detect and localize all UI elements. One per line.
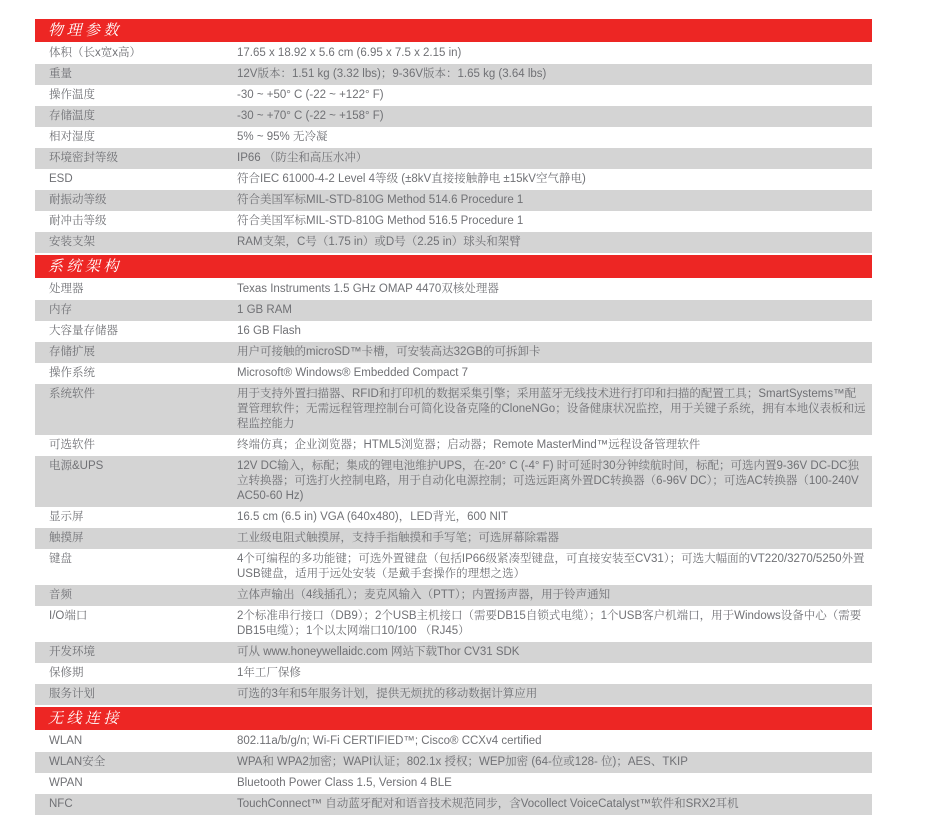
spec-label: NFC — [49, 798, 73, 810]
spec-row — [35, 585, 872, 606]
spec-row — [35, 127, 872, 148]
spec-value: 工业级电阻式触摸屏，支持手指触摸和手写笔；可选屏幕除霜器 — [237, 532, 559, 544]
section-header-system — [35, 255, 872, 278]
section-wireless — [35, 707, 872, 815]
spec-row — [35, 321, 872, 342]
spec-label: 电源&UPS — [49, 460, 104, 472]
spec-label: ESD — [49, 173, 73, 185]
spec-label: 键盘 — [49, 553, 72, 565]
spec-label: 环境密封等级 — [49, 152, 118, 164]
spec-sheet-page — [35, 19, 872, 815]
spec-row — [35, 342, 872, 363]
spec-row — [35, 642, 872, 663]
spec-row — [35, 752, 872, 773]
spec-row — [35, 549, 872, 585]
spec-row — [35, 731, 872, 752]
spec-label: WLAN — [49, 735, 83, 747]
spec-row — [35, 606, 872, 642]
spec-row — [35, 106, 872, 127]
spec-label: 音频 — [49, 589, 72, 601]
spec-value: 符合美国军标MIL-STD-810G Method 514.6 Procedure 1 — [237, 194, 524, 206]
spec-label: 大容量存储器 — [49, 325, 118, 337]
spec-row — [35, 528, 872, 549]
spec-label: 服务计划 — [49, 688, 95, 700]
spec-row — [35, 684, 872, 705]
spec-row — [35, 363, 872, 384]
spec-row — [35, 300, 872, 321]
spec-row — [35, 384, 872, 435]
spec-value: 终端仿真；企业浏览器；HTML5浏览器；启动器；Remote MasterMind™远程设备管理软件 — [237, 439, 701, 451]
spec-value: 符合IEC 61000-4-2 Level 4等级 (±8kV直接接触静电 ±15kV空气静电) — [237, 173, 586, 185]
spec-value: 802.11a/b/g/n; Wi-Fi CERTIFIED™; Cisco® CCXv4 certified — [237, 735, 542, 747]
spec-value: 4个可编程的多功能键；可选外置键盘（包括IP66级紧凑型键盘，可直接安装至CV31）；可选大幅面的VT220/3270/5250外置USB键盘，适用于远处安装（是戴手套操作的理想之选） — [237, 553, 865, 580]
spec-label: 耐振动等级 — [49, 194, 107, 206]
spec-value: Bluetooth Power Class 1.5, Version 4 BLE — [237, 777, 452, 789]
spec-value: 1 GB RAM — [237, 304, 292, 316]
spec-row — [35, 435, 872, 456]
spec-value: 可从 www.honeywellaidc.com 网站下载Thor CV31 SDK — [237, 646, 520, 658]
spec-value: TouchConnect™ 自动蓝牙配对和语音技术规范同步，含Vocollect VoiceCatalyst™软件和SRX2耳机 — [237, 798, 739, 810]
spec-label: I/O端口 — [49, 610, 88, 622]
spec-table — [35, 19, 872, 815]
spec-label: WLAN安全 — [49, 756, 106, 768]
spec-rows — [35, 731, 872, 815]
spec-label: 可选软件 — [49, 439, 95, 451]
section-title: 系统架构 — [48, 257, 123, 275]
spec-value: 可选的3年和5年服务计划，提供无烦扰的移动数据计算应用 — [237, 688, 538, 700]
spec-value: 17.65 x 18.92 x 5.6 cm (6.95 x 7.5 x 2.15 in) — [237, 47, 462, 59]
spec-value: 用于支持外置扫描器、RFID和打印机的数据采集引擎；采用蓝牙无线技术进行打印和扫描的配置工具；SmartSystems™配置管理软件；无需远程管理控制台可简化设备克隆的CloneNGo；设备健康状况监控，用于关键子系统，拥有本地仪表板和远程监控能力 — [237, 388, 866, 430]
spec-label: 耐冲击等级 — [49, 215, 107, 227]
section-system — [35, 255, 872, 705]
spec-value: 16.5 cm (6.5 in) VGA (640x480)，LED背光，600 NIT — [237, 511, 508, 523]
spec-label: 安装支架 — [49, 236, 95, 248]
spec-label: 存储温度 — [49, 110, 95, 122]
spec-label: 操作系统 — [49, 367, 95, 379]
spec-label: WPAN — [49, 777, 83, 789]
spec-value: 1年工厂保修 — [237, 667, 301, 679]
spec-label: 保修期 — [49, 667, 84, 679]
spec-row — [35, 148, 872, 169]
spec-row — [35, 43, 872, 64]
spec-row — [35, 279, 872, 300]
spec-row — [35, 773, 872, 794]
spec-value: 5% ~ 95% 无冷凝 — [237, 131, 328, 143]
spec-row — [35, 169, 872, 190]
spec-row — [35, 232, 872, 253]
spec-rows — [35, 279, 872, 705]
spec-row — [35, 64, 872, 85]
section-physical — [35, 19, 872, 253]
spec-row — [35, 190, 872, 211]
spec-value: IP66 （防尘和高压水冲） — [237, 152, 368, 164]
spec-row — [35, 456, 872, 507]
spec-label: 显示屏 — [49, 511, 84, 523]
spec-row — [35, 211, 872, 232]
spec-value: 12V版本：1.51 kg (3.32 lbs)；9-36V版本：1.65 kg (3.64 lbs) — [237, 68, 547, 80]
spec-label: 相对湿度 — [49, 131, 95, 143]
spec-value: 符合美国军标MIL-STD-810G Method 516.5 Procedure 1 — [237, 215, 524, 227]
spec-value: 16 GB Flash — [237, 325, 301, 337]
spec-label: 体积（长x宽x高） — [49, 47, 141, 59]
spec-value: 12V DC输入，标配；集成的锂电池维护UPS，在-20° C (-4° F) 时可延时30分钟续航时间，标配；可选内置9-36V DC-DC独立转换器；可选打火控制电路，用于自动化电源控制；可选远距离外置DC转换器（6-96V DC）；可选AC转换器（100-240V AC50-60 Hz) — [237, 460, 859, 502]
spec-label: 触摸屏 — [49, 532, 84, 544]
spec-row — [35, 507, 872, 528]
spec-value: RAM支架，C号（1.75 in）或D号（2.25 in）球头和架臂 — [237, 236, 521, 248]
spec-label: 重量 — [49, 68, 72, 80]
section-header-physical — [35, 19, 872, 42]
spec-label: 内存 — [49, 304, 72, 316]
spec-value: 用户可接触的microSD™卡槽，可安装高达32GB的可拆卸卡 — [237, 346, 541, 358]
spec-label: 存储扩展 — [49, 346, 95, 358]
spec-label: 操作温度 — [49, 89, 95, 101]
section-title: 物理参数 — [48, 21, 123, 39]
spec-label: 系统软件 — [49, 388, 95, 400]
spec-row — [35, 85, 872, 106]
spec-label: 开发环境 — [49, 646, 95, 658]
spec-value: -30 ~ +70° C (-22 ~ +158° F) — [237, 110, 384, 122]
spec-label: 处理器 — [49, 283, 84, 295]
section-header-wireless — [35, 707, 872, 730]
spec-value: WPA和 WPA2加密；WAPI认证；802.1x 授权；WEP加密 (64-位或128- 位)；AES、TKIP — [237, 756, 688, 768]
spec-value: Microsoft® Windows® Embedded Compact 7 — [237, 367, 469, 379]
spec-value: Texas Instruments 1.5 GHz OMAP 4470双核处理器 — [237, 283, 499, 295]
section-title: 无线连接 — [48, 709, 123, 727]
spec-rows — [35, 43, 872, 253]
spec-value: -30 ~ +50° C (-22 ~ +122° F) — [237, 89, 384, 101]
spec-row — [35, 663, 872, 684]
spec-value: 立体声输出（4线插孔）；麦克风输入（PTT）；内置扬声器，用于铃声通知 — [237, 589, 611, 601]
spec-value: 2个标准串行接口（DB9）；2个USB主机接口（需要DB15自锁式电缆）；1个USB客户机端口，用于Windows设备中心（需要DB15电缆）；1个以太网端口10/100 （RJ45） — [237, 610, 862, 637]
